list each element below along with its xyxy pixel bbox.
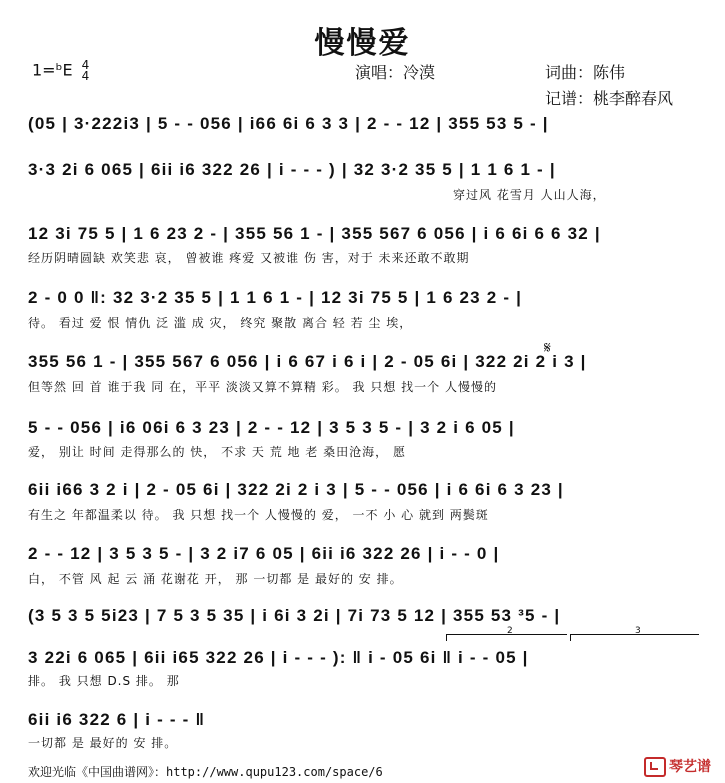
website-footer: 欢迎光临《中国曲谱网》：http://www.qupu123.com/space/6 xyxy=(28,765,383,779)
lyrics: 经历阴晴圆缺 欢笑悲 哀， 曾被谁 疼爱 又被谁 伤 害，对于 未来还敢不敢期 xyxy=(28,251,470,265)
notation: 12 3i 75 5 | 1 6 23 2 - | 355 56 1 - | 355 567 6 056 | i 6 6i 6 6 32 | xyxy=(28,224,601,243)
notation: 5 - - 056 | i6 06i 6 3 23 | 2 - - 12 | 3 5 3 5 - | 3 2 i 6 05 | xyxy=(28,418,515,437)
logo-icon xyxy=(644,757,666,777)
lyrics: 穿过风 花雪月 人山人海， xyxy=(453,188,606,202)
lyrics: 排。 我 只想 D.S 排。 那 xyxy=(28,674,180,688)
notation: 3·3 2i 6 065 | 6ii i6 322 26 | i - - - ) | 32 3·2 35 5 | 1 1 6 1 - | xyxy=(28,160,556,179)
singer-credit: 演唱：冷漠 xyxy=(355,63,436,82)
song-title: 慢慢爱 xyxy=(314,26,411,61)
volta-first-number: 2 xyxy=(507,626,513,636)
site-logo xyxy=(644,756,711,777)
key-text: 1=ᵇE xyxy=(32,60,73,80)
lyrics: 有生之 年都温柔以 待。 我 只想 找一个 人慢慢的 爱， 一不 小 心 就到 两鬓斑 xyxy=(28,508,489,522)
notation: 2 - - 12 | 3 5 3 5 - | 3 2 i7 6 05 | 6ii i6 322 26 | i - - 0 | xyxy=(28,544,500,563)
notation: 6ii i6 322 6 | i - - - ‖ xyxy=(28,710,206,729)
key-signature xyxy=(32,60,89,82)
lyrics: 一切都 是 最好的 安 排。 xyxy=(28,736,178,750)
notation: 355 56 1 - | 355 567 6 056 | i 6 67 i 6 i | 2 - 05 6i | 322 2i 2 i 3 | xyxy=(28,352,587,371)
lyrics: 待。 看过 爱 恨 情仇 泛 滥 成 灾， 终究 聚散 离合 轻 若 尘 埃， xyxy=(28,316,413,330)
lyrics: 爱， 别让 时间 走得那么的 快， 不求 天 荒 地 老 桑田沧海， 愿 xyxy=(28,445,406,459)
notation: 3 22i 6 065 | 6ii i65 322 26 | i - - - ): ‖ i - 05 6i ‖ i - - 05 | xyxy=(28,648,529,667)
notation: (05 | 3·222i3 | 5 - - 056 | i66 6i 6 3 3 | 2 - - 12 | 355 53 5 - | xyxy=(28,114,549,133)
composer-credit: 词曲：陈伟 xyxy=(545,63,626,82)
lyrics: 白， 不管 风 起 云 涌 花谢花 开， 那 一切都 是 最好的 安 排。 xyxy=(28,572,403,586)
transcriber-credit: 记谱：桃李醉春风 xyxy=(545,89,674,108)
notation: (3 5 3 5 5i23 | 7 5 3 5 35 | i 6i 3 2i | 7i 73 5 12 | 355 53 ³5 - | xyxy=(28,606,561,625)
segno-icon: 𝄋 xyxy=(544,338,551,357)
time-denominator: 4 xyxy=(81,69,90,83)
time-signature xyxy=(82,60,90,82)
volta-second-number: 3 xyxy=(635,626,641,636)
lyrics: 但等然 回 首 谁于我 同 在，平平 淡淡又算不算精 彩。 我 只想 找一个 人慢慢的 xyxy=(28,380,497,394)
time-numerator: 4 xyxy=(81,58,90,72)
notation: 2 - 0 0 ‖: 32 3·2 35 5 | 1 1 6 1 - | 12 3i 75 5 | 1 6 23 2 - | xyxy=(28,288,523,307)
volta-second-bracket xyxy=(570,626,699,641)
logo-text: 琴艺谱 xyxy=(669,759,711,775)
volta-first-bracket xyxy=(446,626,567,641)
notation: 6ii i66 3 2 i | 2 - 05 6i | 322 2i 2 i 3 | 5 - - 056 | i 6 6i 6 3 23 | xyxy=(28,480,564,499)
